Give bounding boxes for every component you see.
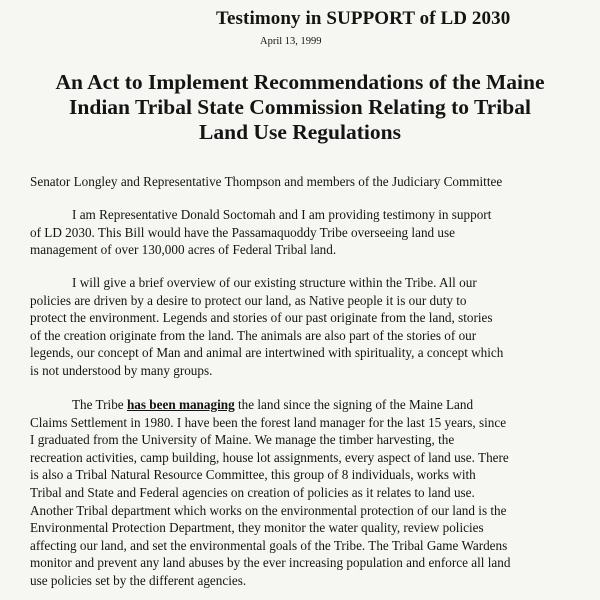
paragraph-line: Another Tribal department which works on the environmental protection of our land is the — [30, 502, 507, 518]
testimony-title: Testimony in SUPPORT of LD 2030 — [216, 8, 511, 29]
first-line-start: The Tribe — [72, 397, 124, 412]
paragraph-land-management — [30, 396, 586, 590]
paragraph-line: I graduated from the University of Maine. We manage the timber harvesting, the — [30, 432, 455, 448]
paragraph-line: recreation activities, camp building, house lot assignments, every aspect of land use. There — [30, 449, 509, 465]
paragraph-line: I am Representative Donald Soctomah and I am providing testimony in support — [72, 207, 492, 222]
paragraph-line: is also a Tribal Natural Resource Committee, this group of 8 individuals, works with — [30, 467, 476, 483]
paragraph-overview — [30, 274, 586, 380]
first-line-end: the land since the signing of the Maine Land — [237, 397, 474, 412]
salutation: Senator Longley and Representative Thompson and members of the Judiciary Committee — [30, 174, 503, 189]
paragraph-line: of the creation originate from the land. The animals are also part of the stories of our — [30, 327, 477, 343]
paragraph-line: monitor and prevent any land abuses by the ever increasing population and enforce all land — [30, 555, 511, 571]
emphasized-phrase: has been managing — [126, 397, 235, 412]
paragraph-introduction — [30, 206, 586, 259]
paragraph-line: protect the environment. Legends and stories of our past originate from the land, stories — [30, 310, 493, 326]
paragraph-first-line — [30, 396, 586, 414]
act-title — [20, 70, 580, 145]
paragraph-line: Environmental Protection Department, they monitor the water quality, review policies — [30, 520, 484, 536]
paragraph-line: policies are driven by a desire to protect our land, as Native people it is our duty to — [30, 292, 467, 308]
paragraph-line: affecting our land, and set the environmental goals of the Tribe. The Tribal Game Wardens — [30, 537, 508, 553]
paragraph-line: is not understood by many groups. — [30, 362, 213, 378]
paragraph-line: management of over 130,000 acres of Federal Tribal land. — [30, 242, 337, 258]
paragraph-line: I will give a brief overview of our existing structure within the Tribe. All our — [72, 275, 477, 290]
testimony-date: April 13, 1999 — [260, 36, 322, 47]
paragraph-line: use policies set by the different agencies. — [30, 572, 247, 588]
paragraph-line: Tribal and State and Federal agencies on creation of policies as it relates to land use. — [30, 484, 475, 500]
act-title-line: Land Use Regulations — [199, 120, 401, 144]
act-title-line: Indian Tribal State Commission Relating to Tribal — [69, 95, 531, 119]
paragraph-line: of LD 2030. This Bill would have the Passamaquoddy Tribe overseeing land use — [30, 224, 456, 240]
act-title-line: An Act to Implement Recommendations of the Maine — [55, 70, 545, 94]
paragraph-line: legends, our concept of Man and animal are intertwined with spirituality, a concept which — [30, 345, 504, 361]
paragraph-line: Claims Settlement in 1980. I have been the forest land manager for the last 15 years, since — [30, 414, 507, 430]
